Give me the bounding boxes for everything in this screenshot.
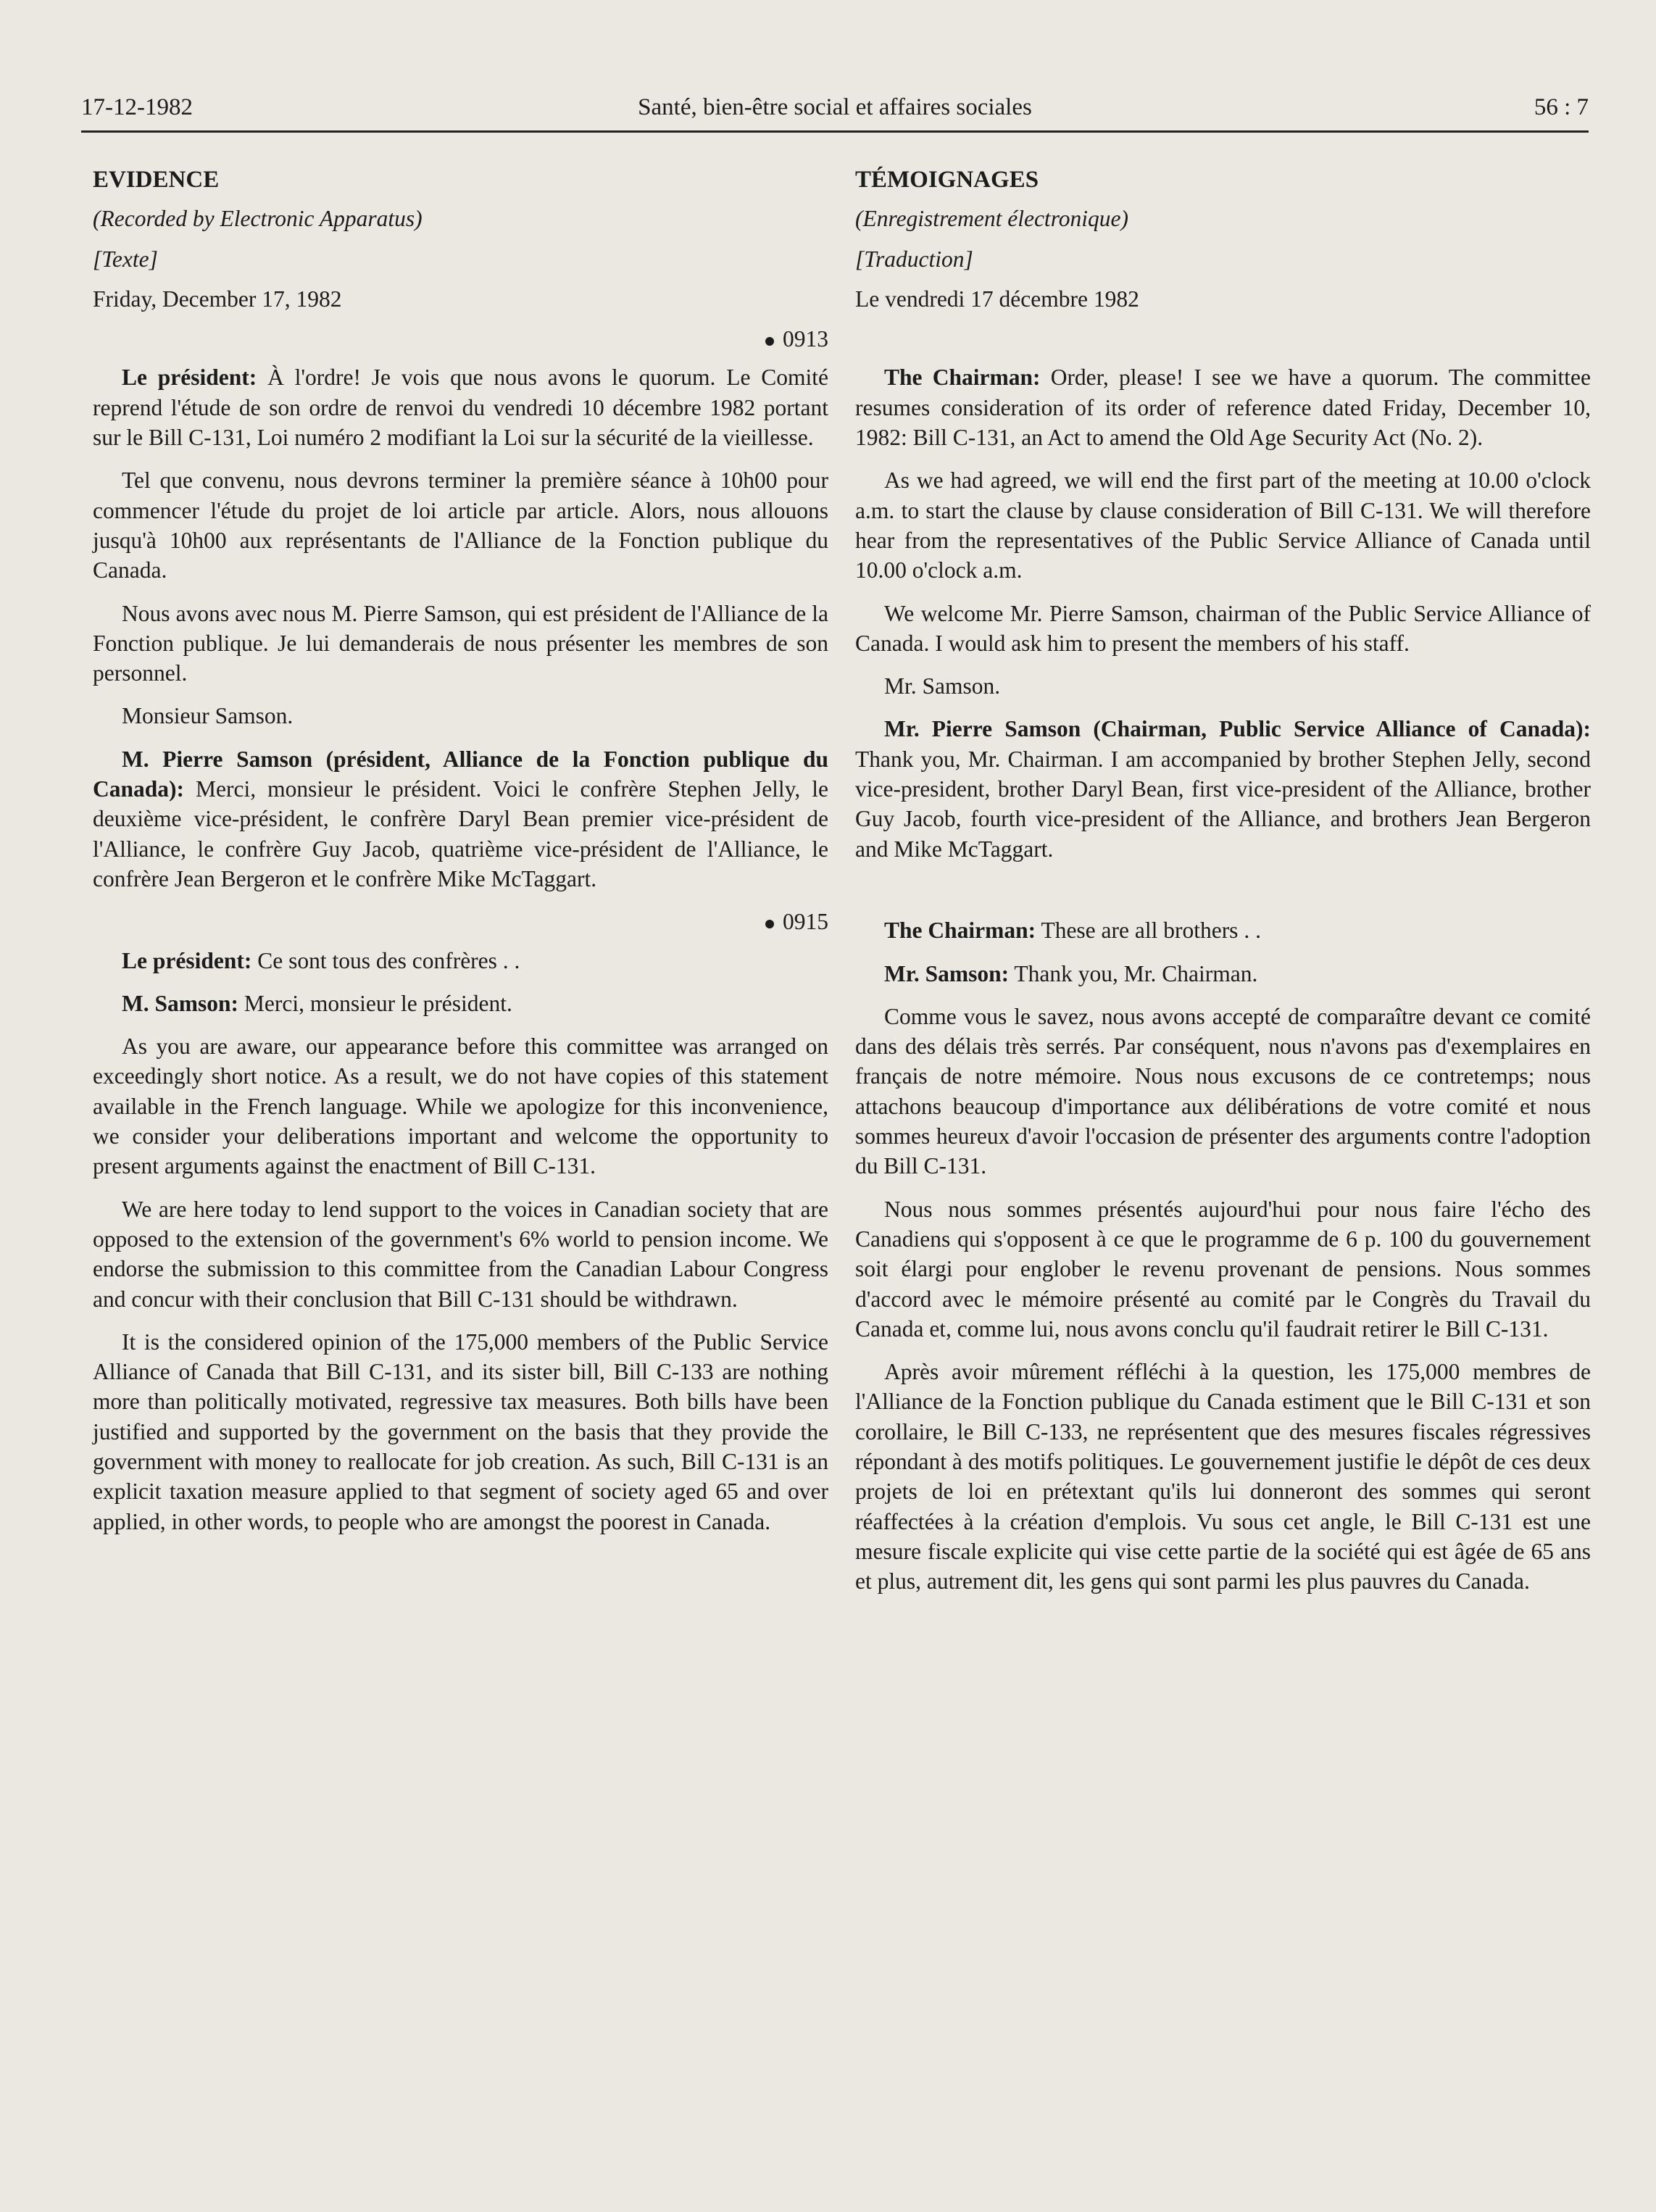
speaker: The Chairman: [884, 365, 1041, 391]
speech-text: Order, please! I see we have a quorum. The committee resumes consideration of its order of reference dated Friday, December 10, 1982: Bill C-131, an Act to amend the Old Age Security Act (No. 2). [855, 365, 1591, 451]
speech-text: These are all brothers . . [1036, 918, 1261, 944]
paragraph: We welcome Mr. Pierre Samson, chairman of the Public Service Alliance of Canada. I would ask him to present the members of his staff. [855, 600, 1591, 656]
recording-note: (Recorded by Electronic Apparatus) [93, 206, 423, 232]
paragraph [93, 989, 828, 1018]
paragraph: Nous nous sommes présentés aujourd'hui pour nous faire l'écho des Canadiens qui s'opposent à ce que le programme de 6 p. 100 du gouvernement soit élargi pour englober le revenu provenant de pensions. Nous sommes d'accord avec le mémoire présenté au comité par le Congrès du Travail du Canada et, comme lui, nous avons conclu qu'il faudrait retirer le Bill C-131. [855, 1196, 1591, 1342]
time-marker [93, 324, 828, 354]
recording-note: (Enregistrement électronique) [855, 206, 1129, 232]
section-title: EVIDENCE [93, 167, 220, 193]
source-language: [Traduction] [855, 246, 973, 272]
paragraph: It is the considered opinion of the 175,000 members of the Public Service Alliance of Canada that Bill C-131, and its sister bill, Bill C-133 are nothing more than politically motivated, regressive tax measures. Both bills have been justified and supported by the government on the basis that they provide the government with money to reallocate for job creation. As such, Bill C-131 is an explicit taxation measure applied to that segment of society aged 65 and over applied, in other words, to people who are amongst the poorest in Canada. [93, 1329, 828, 1534]
speech-text: À l'ordre! Je vois que nous avons le quorum. Le Comité reprend l'étude de son ordre de renvoi du vendredi 10 décembre 1982 portant sur le Bill C-131, Loi numéro 2 modifiant la Loi sur la sécurité de la vieillesse. [93, 365, 828, 451]
paragraph: We are here today to lend support to the voices in Canadian society that are opposed to the extension of the government's 6% world to pension income. We endorse the submission to this committee from the Canadian Labour Congress and concur with their conclusion that Bill C-131 should be withdrawn. [93, 1196, 828, 1312]
meeting-date: Friday, December 17, 1982 [93, 286, 342, 312]
paragraph: Mr. Samson. [884, 673, 1001, 699]
header-title: Santé, bien-être social et affaires sociales [638, 94, 1032, 120]
speech-text: Thank you, Mr. Chairman. I am accompanied by brother Stephen Jelly, second vice-president, brother Daryl Bean, first vice-president of the Alliance, brother Guy Jacob, fourth vice-president of the Alliance, and brothers Jean Bergeron and Mike McTaggart. [855, 746, 1591, 862]
speaker: M. Samson: [122, 990, 239, 1016]
speech-text: Merci, monsieur le président. [238, 990, 512, 1016]
speaker: Mr. Pierre Samson (Chairman, Public Service Alliance of Canada): [884, 716, 1591, 742]
time-marker [93, 907, 828, 936]
paragraph [855, 915, 1591, 945]
meeting-date: Le vendredi 17 décembre 1982 [855, 286, 1139, 312]
bullet-icon [765, 337, 774, 346]
paragraph: As you are aware, our appearance before this committee was arranged on exceedingly short notice. As a result, we do not have copies of this statement available in the French language. While we apologize for this inconvenience, we consider your deliberations important and welcome the opportunity to present arguments against the enactment of Bill C-131. [93, 1034, 828, 1179]
page-header [81, 93, 1589, 133]
time-marker-text: 0913 [783, 326, 828, 352]
paragraph: Tel que convenu, nous devrons terminer la première séance à 10h00 pour commencer l'étude du projet de loi article par article. Alors, nous allouons jusqu'à 10h00 aux représentants de l'Alliance de la Fonction publique du Canada. [93, 467, 828, 583]
speaker: M. Pierre Samson (président, Alliance de la Fonction publique du Canada): [93, 746, 828, 802]
header-date: 17-12-1982 [81, 94, 193, 120]
speech-text: Merci, monsieur le président. Voici le confrère Stephen Jelly, le deuxième vice-président, le confrère Daryl Bean premier vice-président de l'Alliance, le confrère Guy Jacob, quatrième vice-président de l'Alliance, le confrère Jean Bergeron et le confrère Mike McTaggart. [93, 776, 828, 891]
header-page-number: 56 : 7 [1534, 94, 1589, 120]
paragraph [93, 362, 828, 452]
time-marker-text: 0915 [783, 909, 828, 935]
left-column [93, 165, 828, 1550]
paragraph: Monsieur Samson. [122, 703, 294, 729]
speech-text: Ce sont tous des confrères . . [251, 947, 520, 973]
speaker: The Chairman: [884, 918, 1036, 944]
paragraph [93, 946, 828, 976]
speaker: Le président: [122, 365, 257, 391]
speaker: Mr. Samson: [884, 960, 1010, 986]
right-column [855, 165, 1591, 1609]
speaker: Le président: [122, 947, 252, 973]
section-title: TÉMOIGNAGES [855, 167, 1039, 193]
source-language: [Texte] [93, 246, 158, 272]
speech-text: Thank you, Mr. Chairman. [1009, 960, 1258, 986]
paragraph: As we had agreed, we will end the first part of the meeting at 10.00 o'clock a.m. to start the clause by clause consideration of Bill C-131. We will therefore hear from the representatives of the Public Service Alliance of Canada until 10.00 o'clock a.m. [855, 467, 1591, 583]
bullet-icon [765, 920, 774, 928]
paragraph [855, 959, 1591, 989]
paragraph [93, 744, 828, 894]
paragraph: Après avoir mûrement réfléchi à la question, les 175,000 membres de l'Alliance de la Fonction publique du Canada estiment que le Bill C-131 et son corollaire, le Bill C-133, ne représentent que des mesures fiscales régressives répondant à des motifs politiques. Le gouvernement justifie le dépôt de ces deux projets de loi en prétextant qu'ils lui donneront des sommes qui seront réaffectées à la création d'emplois. Vu sous cet angle, le Bill C-131 est une mesure fiscale explicite qui vise cette partie de la société qui est âgée de 65 ans et plus, autrement dit, les gens qui sont parmi les plus pauvres du Canada. [855, 1359, 1591, 1594]
paragraph [855, 362, 1591, 452]
paragraph: Nous avons avec nous M. Pierre Samson, qui est président de l'Alliance de la Fonction publique. Je lui demanderais de nous présenter les membres de son personnel. [93, 600, 828, 686]
paragraph [855, 714, 1591, 863]
paragraph: Comme vous le savez, nous avons accepté de comparaître devant ce comité dans des délais très serrés. Par conséquent, nous n'avons pas d'exemplaires en français de notre mémoire. Nous nous excusons de ce contretemps; nous attachons beaucoup d'importance aux délibérations de votre comité et nous sommes heureux d'avoir l'occasion de présenter des arguments contre l'adoption du Bill C-131. [855, 1003, 1591, 1179]
